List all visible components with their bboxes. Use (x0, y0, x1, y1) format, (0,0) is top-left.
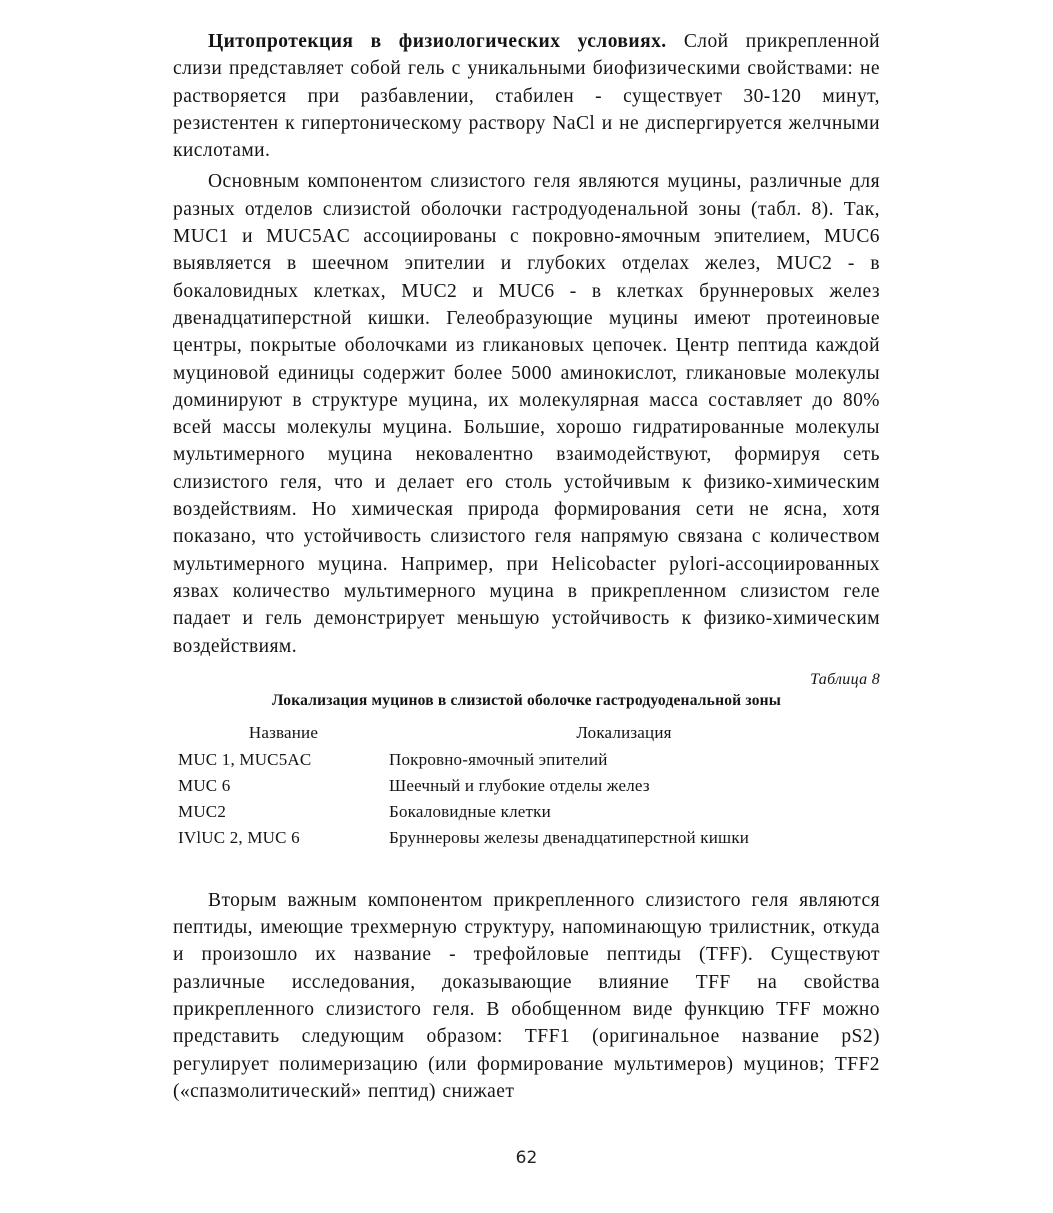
table-cell-localization: Бруннеровы железы двенадцатиперстной кишки (389, 827, 750, 847)
paragraph-mucins: Основным компонентом слизистого геля являются муцины, различные для разных отделов слизистой оболочки гастродуоденальной зоны (табл. 8). Так, MUC1 и MUC5AC ассоциированы с покровно-ямочным эпителием, MUC6 выявляется в шеечном эпителии и глубоких отделах желез, MUC2 - в бокаловидных клетках, MUC2 и MUC6 - в клетках бруннеровых желез двенадцатиперстной кишки. Гелеобразующие муцины имеют протеиновые центры, покрытые оболочками из гликановых цепочек. Центр пептида каждой муциновой единицы содержит более 5000 аминокислот, гликановые молекулы доминируют в структуре муцина, их молекулярная масса составляет до 80% всей массы молекулы муцина. Большие, хорошо гидратированные молекулы мультимерного муцина нековалентно взаимодействуют, формируя сеть слизистого геля, что и делает его столь устойчивым к физико-химическим воздействиям. Но химическая природа формирования сети не ясна, хотя показано, что устойчивость слизистого геля напрямую связана с количеством мультимерного муцина. Например, при Helicobacter pylori-ассоциированных язвах количество мультимерного муцина в прикрепленном слизистом геле падает и гель демонстрирует меньшую устойчивость к физико-химическим воздействиям. (173, 171, 880, 657)
table-cell-name: MUC 6 (178, 775, 231, 795)
mucin-table (178, 720, 859, 851)
section-heading: Цитопротекция в физиологических условиях. (208, 31, 667, 52)
table-cell-localization: Бокаловидные клетки (389, 801, 551, 821)
paragraph-text: Слой прикрепленной слизи представляет собой гель с уникальными биофизическими свойствами: не растворяется при разбавлении, стабилен - существует 30-120 минут, резистентен к гипертоническому раствору NaCl и не диспергируется желчными кислотами. (173, 31, 880, 162)
table-title: Локализация муцинов в слизистой оболочке гастродуоденальной зоны (271, 691, 782, 709)
table-header-row (178, 720, 859, 747)
page-content (173, 28, 880, 1105)
column-header-name: Название (248, 723, 319, 743)
table-cell-name: MUC 1, MUC5AC (178, 749, 312, 769)
paragraph-cytoprotection (173, 28, 880, 164)
table-label: Таблица 8 (810, 670, 880, 688)
column-header-localization: Локализация (576, 723, 672, 743)
page-number: 62 (515, 1148, 538, 1168)
paragraph-trefoil-peptides: Вторым важным компонентом прикрепленного слизистого геля являются пептиды, имеющие трехмерную структуру, напоминающую трилистник, откуда и произошло их название - трефойловые пептиды (TFF). Существуют различные исследования, доказывающие влияние TFF на свойства прикрепленного слизистого геля. В обобщенном виде функцию TFF можно представить следующим образом: TFF1 (оригинальное название pS2) регулирует полимеризацию (или формирование мультимеров) муцинов; TFF2 («спазмолитический» пептид) снижает (173, 889, 880, 1102)
table-row (178, 747, 859, 773)
table-cell-name: MUC2 (178, 801, 227, 821)
table-row (178, 825, 859, 851)
table-cell-name: IVlUC 2, MUC 6 (178, 827, 300, 847)
table-cell-localization: Шеечный и глубокие отделы желез (389, 775, 650, 795)
table-row (178, 799, 859, 825)
table-row (178, 773, 859, 799)
table-cell-localization: Покровно-ямочный эпителий (389, 749, 608, 769)
